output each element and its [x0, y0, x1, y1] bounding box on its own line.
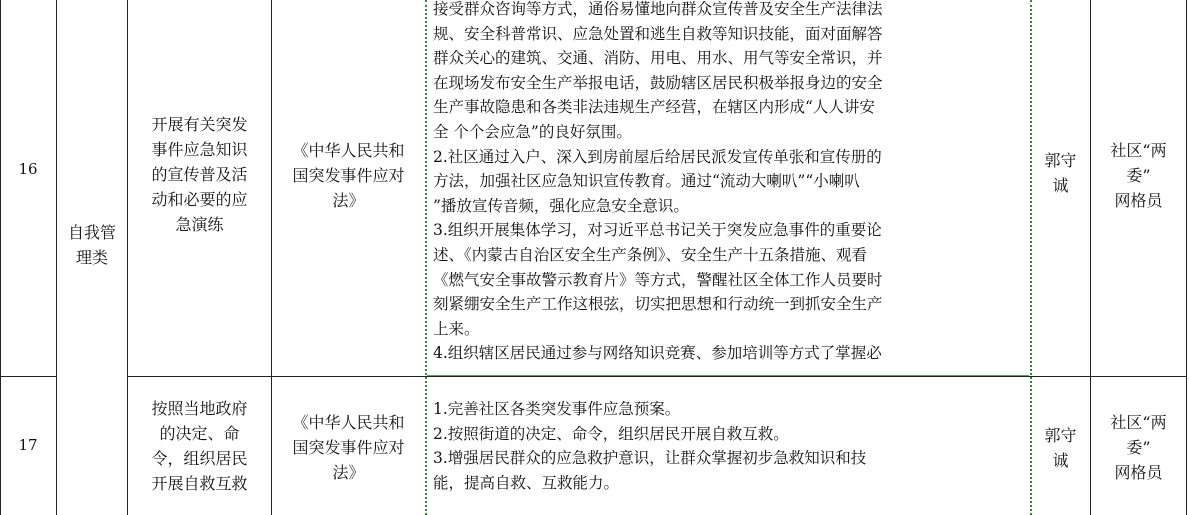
category-line: 自我管	[67, 223, 116, 242]
content-line: 2.按照街道的决定、命令，组织居民开展自救互救。	[433, 424, 789, 443]
content-line: 生产事故隐患和各类非法违规生产经营，在辖区内形成“人人讲安	[433, 98, 875, 117]
content-row-divider	[427, 375, 1029, 376]
content-line: 上来。	[433, 319, 480, 338]
task-line: 的决定、命	[159, 424, 240, 443]
content-line: 3.增强居民群众的应急救护意识，让群众掌握初步急救知识和技	[433, 449, 867, 468]
content-line: 接受群众咨询等方式，通俗易懂地向群众宣传普及安全生产法律法	[433, 0, 883, 18]
work-content-cell	[433, 397, 1028, 495]
content-line: 方法，加强社区应急知识宣传教育。通过“流动大喇叭”“小喇叭	[433, 172, 860, 191]
task-line: 按照当地政府	[151, 399, 248, 418]
basis-line: 国突发事件应对	[292, 438, 405, 457]
task-line: 开展有关突发	[151, 115, 248, 134]
row-number: 16	[18, 160, 38, 178]
category-cell	[57, 220, 127, 270]
content-line: 规、安全科普常识、应急处置和逃生自救等知识技能，面对面解答	[433, 24, 883, 43]
content-line: 在现场发布安全生产举报电话，鼓励辖区居民积极举报身边的安全	[433, 73, 883, 92]
person-line: 郭守	[1044, 426, 1077, 445]
column-selection-left	[425, 0, 427, 515]
responsible-person-cell	[1031, 423, 1090, 473]
responsible-unit-cell	[1091, 138, 1186, 213]
duty-line: 委”	[1126, 166, 1151, 185]
content-line: 全 个个会应急”的良好氛围。	[433, 122, 632, 141]
responsible-person-cell	[1031, 148, 1090, 198]
duty-line: 网格员	[1114, 191, 1163, 210]
legal-basis-cell	[272, 138, 425, 213]
work-content-cell	[433, 0, 1028, 366]
task-line: 开展自救互救	[151, 474, 248, 493]
task-line: 急演练	[175, 215, 224, 234]
task-cell	[128, 112, 271, 237]
content-line: ”播放宣传音频，强化应急安全意识。	[433, 196, 689, 215]
person-line: 郭守	[1044, 151, 1077, 170]
task-cell	[128, 396, 271, 496]
person-line: 诚	[1052, 451, 1069, 470]
basis-line: 法》	[332, 463, 365, 482]
duty-line: 网格员	[1114, 463, 1163, 482]
table-border-right	[1186, 0, 1187, 515]
content-line: 3.组织开展集体学习，对习近平总书记关于突发应急事件的重要论	[433, 221, 882, 240]
responsible-unit-cell	[1091, 410, 1186, 485]
basis-line: 《中华人民共和	[292, 141, 405, 160]
content-line: 4.组织辖区居民通过参与网络知识竞赛、参加培训等方式了掌握必	[433, 344, 882, 363]
content-line: 《燃气安全事故警示教育片》等方式，警醒社区全体工作人员要时	[433, 270, 883, 289]
content-line: 刻紧绷安全生产工作这根弦，切实把思想和行动统一到抓安全生产	[433, 295, 883, 314]
task-line: 事件应急知识	[151, 140, 248, 159]
basis-line: 国突发事件应对	[292, 166, 405, 185]
category-line: 理类	[75, 248, 108, 267]
content-line: 能，提高自救、互救能力。	[433, 473, 620, 492]
duty-line: 委”	[1126, 438, 1151, 457]
content-line: 2.社区通过入户、深入到房前屋后给居民派发宣传单张和宣传册的	[433, 147, 882, 166]
row-number: 17	[18, 436, 38, 454]
duty-line: 社区“两	[1110, 413, 1167, 432]
legal-basis-cell	[272, 410, 425, 485]
task-line: 的宣传普及活	[151, 165, 248, 184]
task-line: 动和必要的应	[151, 190, 248, 209]
row-divider	[127, 376, 1187, 377]
content-line: 述、《内蒙古自治区安全生产条例》、安全生产十五条措施、观看	[433, 245, 868, 264]
person-line: 诚	[1052, 176, 1069, 195]
task-line: 令，组织居民	[151, 449, 248, 468]
basis-line: 法》	[332, 191, 365, 210]
basis-line: 《中华人民共和	[292, 413, 405, 432]
content-line: 1.完善社区各类突发事件应急预案。	[433, 400, 681, 418]
content-line: 群众关心的建筑、交通、消防、用电、用水、用气等安全常识，并	[433, 49, 883, 68]
duty-line: 社区“两	[1110, 141, 1167, 160]
row-divider	[0, 376, 56, 377]
